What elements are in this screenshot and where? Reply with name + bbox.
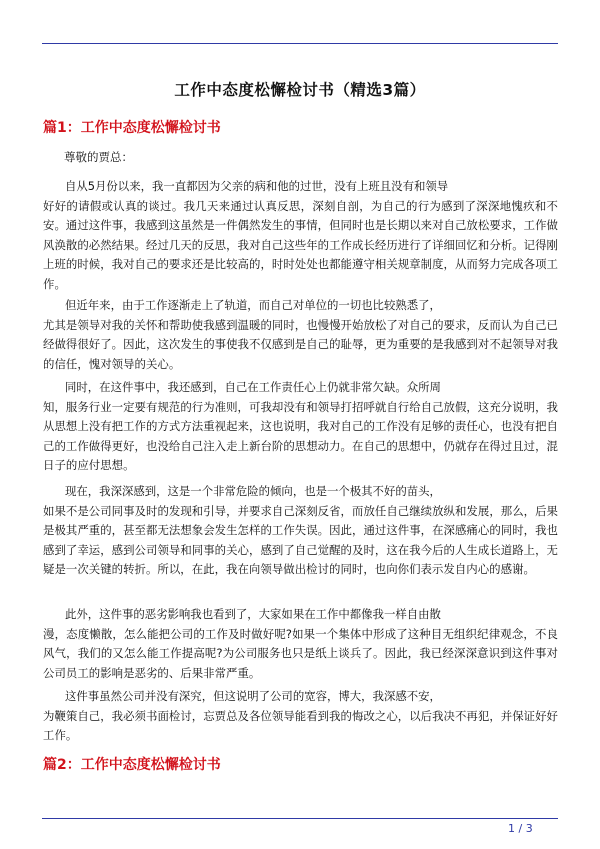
- paragraph-6-first-line: 这件事虽然公司并没有深究，但这说明了公司的宽容，博大，我深感不安，: [65, 689, 441, 703]
- paragraph-1-first-line: 自从5月份以来，我一直都因为父亲的病和他的过世，没有上班且没有和领导: [65, 179, 449, 193]
- section-1-heading: 篇1：工作中态度松懈检讨书: [43, 120, 221, 136]
- page-number: 1 / 3: [508, 822, 533, 835]
- paragraph-4: [43, 482, 558, 580]
- paragraph-2: [43, 296, 558, 374]
- paragraph-5: [43, 605, 558, 683]
- paragraph-6: [43, 687, 558, 746]
- paragraph-2-body: 尤其是领导对我的关怀和帮助使我感到温暖的同时，也慢慢开始放松了对自己的要求，反而认为自己已经做得很好了。因此，这次发生的事使我不仅感到是自己的耻辱，更为重要的是我感到对不起领导对我的信任，愧对领导的关心。: [43, 317, 558, 371]
- header-rule: [42, 43, 558, 44]
- section-2-heading: 篇2：工作中态度松懈检讨书: [43, 757, 221, 773]
- paragraph-4-first-line: 现在，我深深感到，这是一个非常危险的倾向，也是一个极其不好的苗头，: [65, 484, 441, 498]
- paragraph-5-first-line: 此外，这件事的恶劣影响我也看到了，大家如果在工作中都像我一样自由散: [65, 607, 441, 621]
- greeting: 尊敬的贾总：: [64, 150, 133, 164]
- paragraph-3: [43, 378, 558, 476]
- footer-rule: [42, 818, 558, 819]
- paragraph-3-body: 知，服务行业一定要有规范的行为准则，可我却没有和领导打招呼就自行给自己放假，这充分说明，我从思想上没有把工作的方式方法重视起来，这也说明，我对自己的工作没有足够的责任心，也没有把自己的工作做得更好，也没给自己注入走上新台阶的思想动力。在自己的思想中，仍就存在得过且过，混日子的应付思想。: [43, 399, 558, 472]
- paragraph-6-body: 为鞭策自己，我必须书面检讨，忘贾总及各位领导能看到我的悔改之心，以后我决不再犯，并保证好好工作。: [43, 708, 558, 742]
- document-title: 工作中态度松懈检讨书（精选3篇）: [174, 81, 426, 99]
- paragraph-4-body: 如果不是公司同事及时的发现和引导，并要求自己深刻反省，而放任自己继续放纵和发展，那么，后果是极其严重的，甚至都无法想象会发生怎样的工作失误。因此，通过这件事，在深感痛心的同时，我也感到了幸运，感到公司领导和同事的关心，感到了自己觉醒的及时，这在我今后的人生成长道路上，无疑是一次关键的转折。所以，在此，我在向领导做出检讨的同时，也向你们表示发自内心的感谢。: [43, 503, 558, 576]
- paragraph-3-first-line: 同时，在这件事中，我还感到，自己在工作责任心上仍就非常欠缺。众所周: [65, 380, 441, 394]
- paragraph-2-first-line: 但近年来，由于工作逐渐走上了轨道，而自己对单位的一切也比较熟悉了，: [65, 298, 441, 312]
- paragraph-1: [43, 177, 558, 294]
- paragraph-5-body: 漫，态度懒散，怎么能把公司的工作及时做好呢?如果一个集体中形成了这种目无组织纪律观念，不良风气，我们的又怎么能工作提高呢?为公司服务也只是纸上谈兵了。因此，我已经深深意识到这件事对公司员工的影响是恶劣的、后果非常严重。: [43, 626, 558, 680]
- paragraph-1-body: 好好的请假或认真的谈过。我几天来通过认真反思，深刻自剖，为自己的行为感到了深深地愧疚和不安。通过这件事，我感到这虽然是一件偶然发生的事情，但同时也是长期以来对自己放松要求，工作做风涣散的必然结果。经过几天的反思，我对自己这些年的工作成长经历进行了详细回忆和分析。记得刚上班的时候，我对自己的要求还是比较高的，时时处处也都能遵守相关规章制度，从而努力完成各项工作。: [43, 198, 558, 291]
